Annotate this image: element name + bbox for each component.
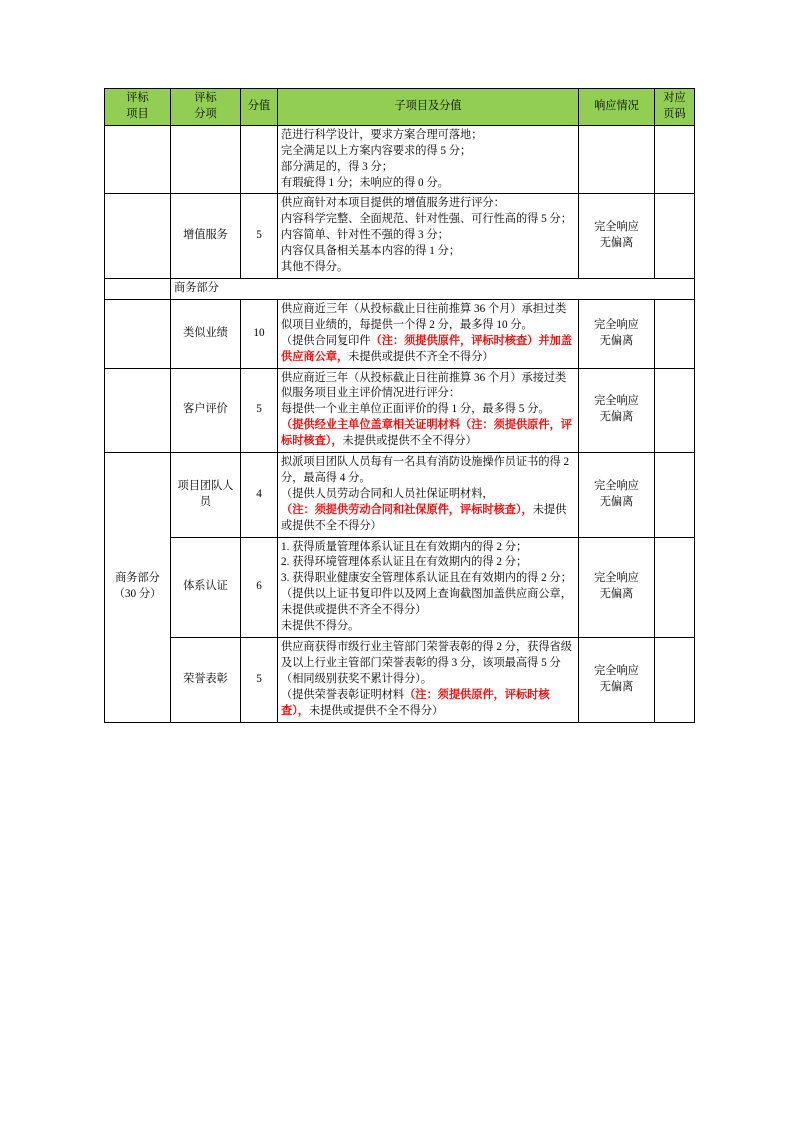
detail-text: 每提供一个业主单位正面评价的得 1 分，最多得 5 分。 [281, 403, 550, 416]
detail-text: 3. 获得职业健康安全管理体系认证且在有效期内的得 2 分； [281, 572, 572, 585]
table-row [105, 125, 695, 194]
header-score: 分值 [241, 89, 278, 126]
table-row [105, 638, 695, 723]
detail-text: 供应商针对本项目提供的增值服务进行评分： [281, 197, 505, 210]
table-header-row [105, 89, 695, 126]
detail-text: （提供合同复印件 [281, 334, 371, 347]
cell-page-no [655, 299, 695, 368]
cell-eval-subitem [171, 125, 241, 194]
detail-text: 其他不得分。 [281, 261, 349, 274]
cell-page-no [655, 638, 695, 723]
table-row [105, 453, 695, 538]
cell-score [241, 125, 278, 194]
detail-text: （提供以上证书复印件以及网上查询截图加盖供应商公章，未提供或提供不齐全不得分） [281, 588, 572, 617]
header-eval-subitem: 评标 分项 [171, 89, 241, 126]
detail-text: 有瑕疵得 1 分；未响应的得 0 分。 [281, 176, 449, 189]
cell-response-status: 完全响应 无偏离 [579, 537, 655, 637]
detail-text: 拟派项目团队人员每有一名具有消防设施操作员证书的得 2 分，最高得 4 分。 [281, 456, 570, 484]
cell-response-status [579, 125, 655, 194]
detail-text: 未提供或提供不全不得分） [308, 704, 444, 717]
table-header [105, 89, 695, 126]
cell-score: 5 [241, 368, 278, 453]
cell-sub-detail [278, 125, 579, 194]
detail-text-emphasis: （提供经业主单位盖章相关证明材料（注：须提供原件，评标时核查）， [281, 419, 572, 448]
detail-text: 供应商获得市级行业主管部门荣誉表彰的得 2 分，获得省级及以上行业主管部门荣誉表彰的得 3 分，该项最高得 5 分（相同级别获奖不累计得分）。 [281, 641, 572, 685]
detail-text: 范进行科学设计，要求方案合理可落地； [281, 128, 483, 141]
cell-eval-item [105, 299, 171, 368]
header-response: 响应情况 [579, 89, 655, 126]
cell-page-no [655, 194, 695, 279]
table-row [105, 194, 695, 279]
detail-text: 1. 获得质量管理体系认证且在有效期内的得 2 分； [281, 540, 528, 553]
header-sub-detail: 子项目及分值 [278, 89, 579, 126]
table-row [105, 368, 695, 453]
cell-eval-subitem: 客户评价 [171, 368, 241, 453]
cell-sub-detail [278, 299, 579, 368]
detail-text: （提供荣誉表彰证明材料 [281, 688, 405, 701]
cell-score: 4 [241, 453, 278, 538]
cell-response-status: 完全响应 无偏离 [579, 368, 655, 453]
table-section-row [105, 278, 695, 299]
cell-eval-item [105, 125, 171, 194]
cell-eval-subitem: 项目团队人员 [171, 453, 241, 538]
detail-text: 供应商近三年（从投标截止日往前推算 36 个月）承接过类似服务项目业主评价情况进行评分： [281, 371, 567, 400]
detail-text: 未提供或提供不齐全不得分） [348, 350, 494, 363]
header-page-no: 对应 页码 [655, 89, 695, 126]
cell-score: 10 [241, 299, 278, 368]
cell-eval-item [105, 194, 171, 279]
cell-sub-detail [278, 368, 579, 453]
cell-eval-subitem: 类似业绩 [171, 299, 241, 368]
detail-text: 供应商近三年（从投标截止日往前推算 36 个月）承担过类似项目业绩的，每提供一个得 2 分，最多得 10 分。 [281, 302, 567, 331]
detail-text: 内容科学完整、全面规范、针对性强、可行性高的得 5 分； [281, 213, 572, 226]
header-eval-item: 评标 项目 [105, 89, 171, 126]
evaluation-criteria-table [104, 88, 695, 723]
cell-sub-detail [278, 194, 579, 279]
detail-text-emphasis: （注：须提供原件，评标时核查）并加盖供应商公章， [281, 334, 572, 363]
cell-page-no [655, 125, 695, 194]
cell-eval-item [105, 278, 171, 299]
cell-response-status: 完全响应 无偏离 [579, 638, 655, 723]
cell-score: 5 [241, 638, 278, 723]
detail-text: 内容仅具备相关基本内容的得 1 分； [281, 245, 461, 258]
detail-text: （提供人员劳动合同和人员社保证明材料， [281, 487, 494, 500]
cell-eval-subitem: 荣誉表彰 [171, 638, 241, 723]
detail-text: 部分满足的，得 3 分； [281, 160, 393, 173]
cell-page-no [655, 368, 695, 453]
cell-response-status: 完全响应 无偏离 [579, 453, 655, 538]
table-row [105, 537, 695, 637]
cell-page-no [655, 537, 695, 637]
cell-response-status: 完全响应 无偏离 [579, 194, 655, 279]
table-body [105, 125, 695, 722]
cell-score: 5 [241, 194, 278, 279]
detail-text: 未提供或提供不全不得分） [281, 503, 567, 532]
cell-page-no [655, 453, 695, 538]
table-row [105, 299, 695, 368]
cell-sub-detail [278, 537, 579, 637]
detail-text: 2. 获得环境管理体系认证且在有效期内的得 2 分； [281, 556, 528, 569]
cell-eval-item [105, 368, 171, 453]
section-header-label: 商务部分 [171, 278, 695, 299]
detail-text: 内容简单、针对性不强的得 3 分； [281, 229, 449, 242]
cell-response-status: 完全响应 无偏离 [579, 299, 655, 368]
cell-eval-subitem: 增值服务 [171, 194, 241, 279]
detail-text-emphasis: （注：须提供劳动合同和社保原件，评标时核查）， [281, 503, 533, 516]
cell-eval-subitem: 体系认证 [171, 537, 241, 637]
detail-text: 完全满足以上方案内容要求的得 5 分； [281, 144, 472, 157]
cell-sub-detail [278, 638, 579, 723]
cell-score: 6 [241, 537, 278, 637]
detail-text-emphasis: （注：须提供原件，评标时核查）， [281, 688, 550, 717]
detail-text: 未提供或提供不全不得分） [342, 435, 477, 448]
cell-eval-item: 商务部分 （30 分） [105, 453, 171, 723]
cell-sub-detail [278, 453, 579, 538]
detail-text: 未提供不得分。 [281, 620, 360, 633]
